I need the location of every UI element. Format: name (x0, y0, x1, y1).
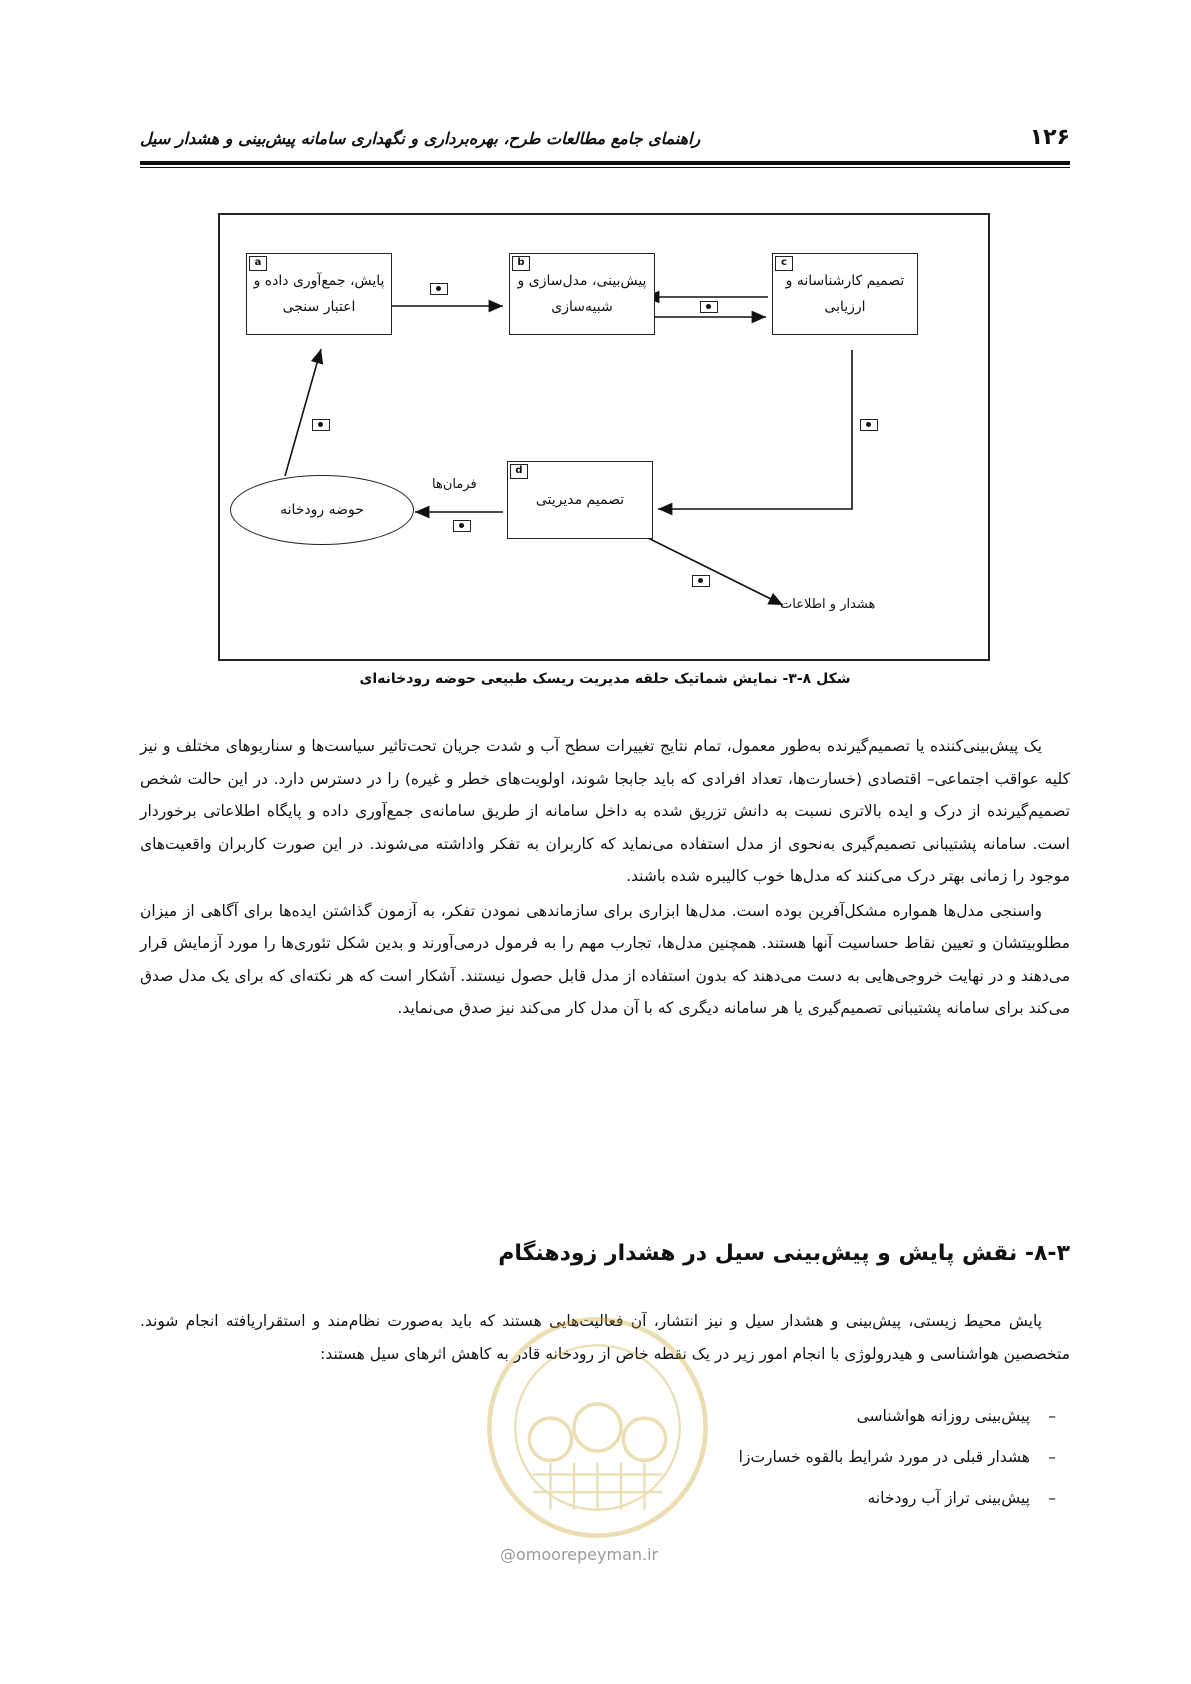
watermark-url: @omoorepeyman.ir (500, 1545, 659, 1564)
node-b-label: پیش‌بینی، مدل‌سازی و شبیه‌سازی (517, 273, 647, 315)
marker-a-b (430, 283, 448, 295)
marker-c-d (860, 419, 878, 431)
watermark-seal (480, 1310, 715, 1545)
node-c-label: تصمیم کارشناسانه و ارزیابی (785, 273, 905, 315)
running-title: راهنمای جامع مطالعات طرح، بهره‌برداری و نگهداری سامانه پیش‌بینی و هشدار سیل (140, 129, 701, 148)
arrow-basin-to-a (285, 349, 321, 476)
river-basin-label: حوضه رودخانه (280, 502, 364, 518)
node-a-label: پایش، جمع‌آوری داده و اعتبار سنجی (253, 273, 385, 315)
figure-caption: شکل ۸-۳- نمایش شماتیک حلقه مدیریت ریسک طبیعی حوضه رودخانه‌ای (359, 671, 851, 687)
arrow-c-to-d (658, 350, 852, 509)
node-d-tag: d (510, 464, 528, 479)
node-d-label: تصمیم مدیریتی (535, 492, 625, 508)
page-number: ۱۲۶ (1029, 125, 1070, 150)
section-paragraph: پایش محیط زیستی، پیش‌بینی و هشدار سیل و نیز انتشار، آن فعالیت‌هایی هستند که باید به‌صورت نظام‌مند و استقراریافته انجام شوند. متخصصین هواشناسی و هیدرولوژی با انجام امور زیر در یک نقطه خاص از رودخانه قادر به کاهش اثرهای سیل هستند: (140, 1312, 1070, 1363)
commands-label: فرمان‌ها (432, 477, 477, 492)
body-paragraphs (140, 730, 1070, 1025)
header-rule (140, 161, 1070, 165)
node-river-basin (230, 475, 414, 545)
node-a-tag: a (249, 256, 267, 271)
header-rule-thin (140, 167, 1070, 168)
node-b-forecasting (509, 253, 655, 335)
figure-frame (218, 213, 990, 661)
marker-d-warning (692, 575, 710, 587)
arrow-d-to-warning (642, 535, 783, 605)
marker-d-basin (453, 520, 471, 532)
marker-basin-a (312, 419, 330, 431)
running-header (140, 125, 1070, 159)
section-heading: ۸-۳- نقش پایش و پیش‌بینی سیل در هشدار زودهنگام (498, 1241, 1070, 1266)
bullet-item: – پیش‌بینی روزانه هواشناسی (140, 1396, 1070, 1437)
marker-b-c (700, 301, 718, 313)
node-c-tag: c (775, 256, 793, 271)
node-a-monitoring (246, 253, 392, 335)
warning-label: هشدار و اطلاعات (780, 597, 876, 612)
node-c-expert-decision (772, 253, 918, 335)
node-b-tag: b (512, 256, 530, 271)
bullet-item: – هشدار قبلی در مورد شرایط بالقوه خسارت‌زا (140, 1437, 1070, 1478)
paragraph-1: یک پیش‌بینی‌کننده یا تصمیم‌گیرنده به‌طور معمول، تمام نتایج تغییرات سطح آب و شدت جریان تحت‌تاثیر سیاست‌ها و سناریوهای مختلف و نیز کلیه عواقب اجتماعی– اقتصادی (خسارت‌ها، تعداد افرادی که باید جابجا شوند، اولویت‌های خطر و غیره) را در دسترس دارد. در این حالت شخص تصمیم‌گیرنده از درک و ایده بالاتری نسبت به دانش تزریق شده به داخل سامانه از طریق سامانه‌ی جمع‌آوری داده و پایگاه اطلاعاتی برخوردار است. سامانه پشتیبانی تصمیم‌گیری به‌نحوی از مدل استفاده می‌نماید که کاربران به تفکر واداشته می‌شوند. در این صورت کاربران واقعیت‌های موجود را زمانی بهتر درک می‌کنند که مدل‌ها خوب کالیبره شده باشند. (140, 737, 1070, 885)
bullet-item: – پیش‌بینی تراز آب رودخانه (140, 1478, 1070, 1519)
node-d-management-decision (507, 461, 653, 539)
paragraph-2: واسنجی مدل‌ها همواره مشکل‌آفرین بوده است. مدل‌ها ابزاری برای سازماندهی نمودن تفکر، به آزمون گذاشتن ایده‌ها برای آگاهی از میزان مطلوبیتشان و تعیین نقاط حساسیت آنها هستند. همچنین مدل‌ها، تجارب مهم را به فرمول درمی‌آورند و بدین شکل تئوری‌ها را مورد آزمایش قرار می‌دهند و در نهایت خروجی‌هایی به دست می‌دهند که بدون استفاده از مدل قابل حصول نیستند. آشکار است که هر نکته‌ای که برای یک مدل صدق می‌کند برای سامانه پشتیبانی تصمیم‌گیری یا هر سامانه دیگری که با آن مدل کار می‌کند نیز صدق می‌نماید. (140, 901, 1070, 1017)
